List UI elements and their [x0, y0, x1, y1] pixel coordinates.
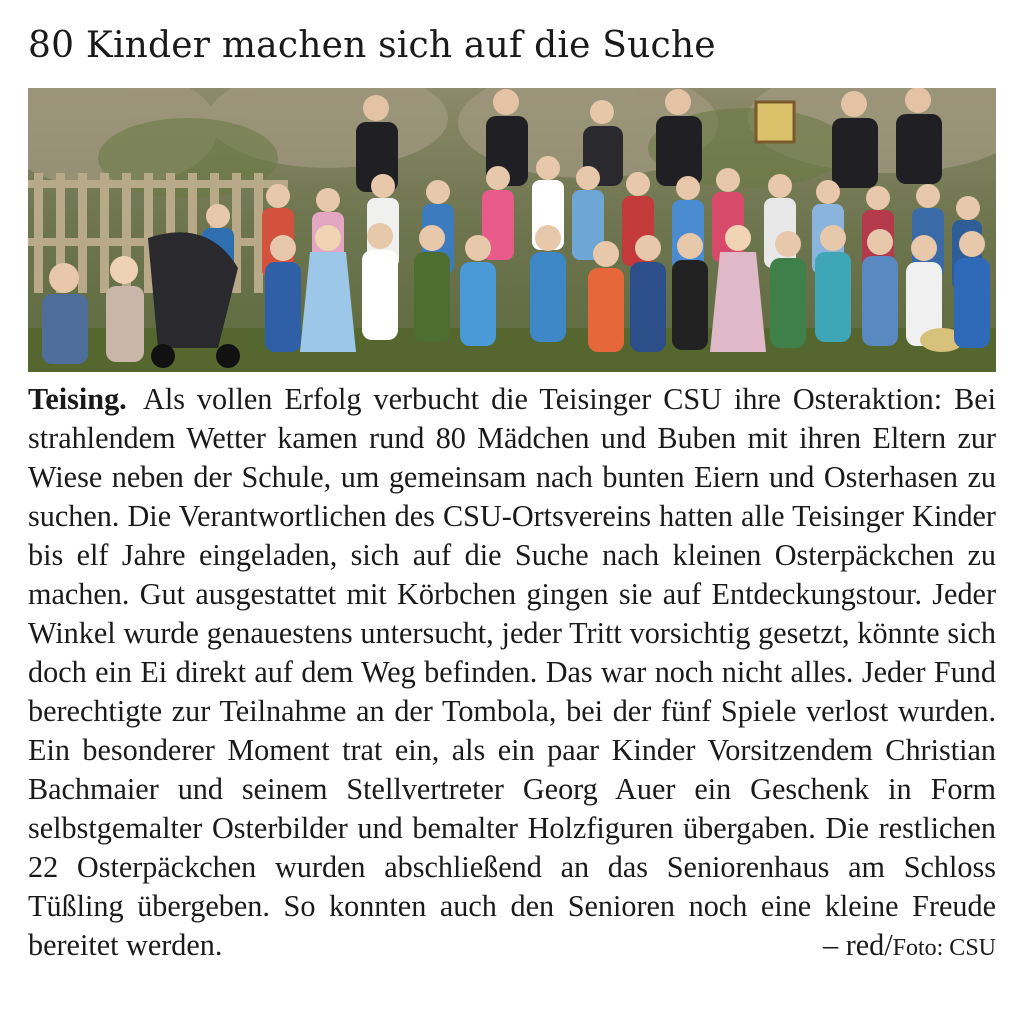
photo-credit: Foto: CSU — [892, 935, 996, 961]
article-text: Als vollen Erfolg verbucht die Teisinger CSU ihre Osteraktion: Bei strahlendem Wetter kamen rund 80 Mädchen und Buben mit ihren Eltern zur Wiese neben der Schule, um gemeinsam nach bunten Eiern und Osterhasen zu suchen. Die Verantwortlichen des CSU-Ortsvereins hatten alle Teisinger Kinder bis elf Jahre eingeladen, sich auf die Suche nach kleinen Osterpäckchen zu machen. Gut ausgestattet mit Körbchen gingen sie auf Entdeckungstour. Jeder Winkel wurde genauestens untersucht, jeder Tritt vorsichtig gesetzt, könnte sich doch ein Ei direkt auf dem Weg befinden. Das war noch nicht alles. Jeder Fund berechtigte zur Teilnahme an der Tombola, bei der fünf Spiele verlost wurden. Ein besonderer Moment trat ein, als ein paar Kinder Vorsitzendem Christian Bachmaier und seinem Stellvertreter Georg Auer ein Geschenk in Form selbstgemalter Osterbilder und bemalter Holzfiguren übergaben. Die restlichen 22 Osterpäckchen wurden abschließend an das Seniorenhaus am Schloss Tüßling übergeben. So konnten auch den Senioren noch eine kleine Freude bereitet werden. — [28, 382, 996, 962]
group-photo — [28, 88, 996, 372]
byline — [823, 926, 996, 968]
article-body — [28, 380, 996, 968]
dateline: Teising. — [28, 382, 127, 416]
author: – red/ — [823, 928, 893, 962]
headline: 80 Kinder machen sich auf die Suche — [28, 25, 716, 66]
